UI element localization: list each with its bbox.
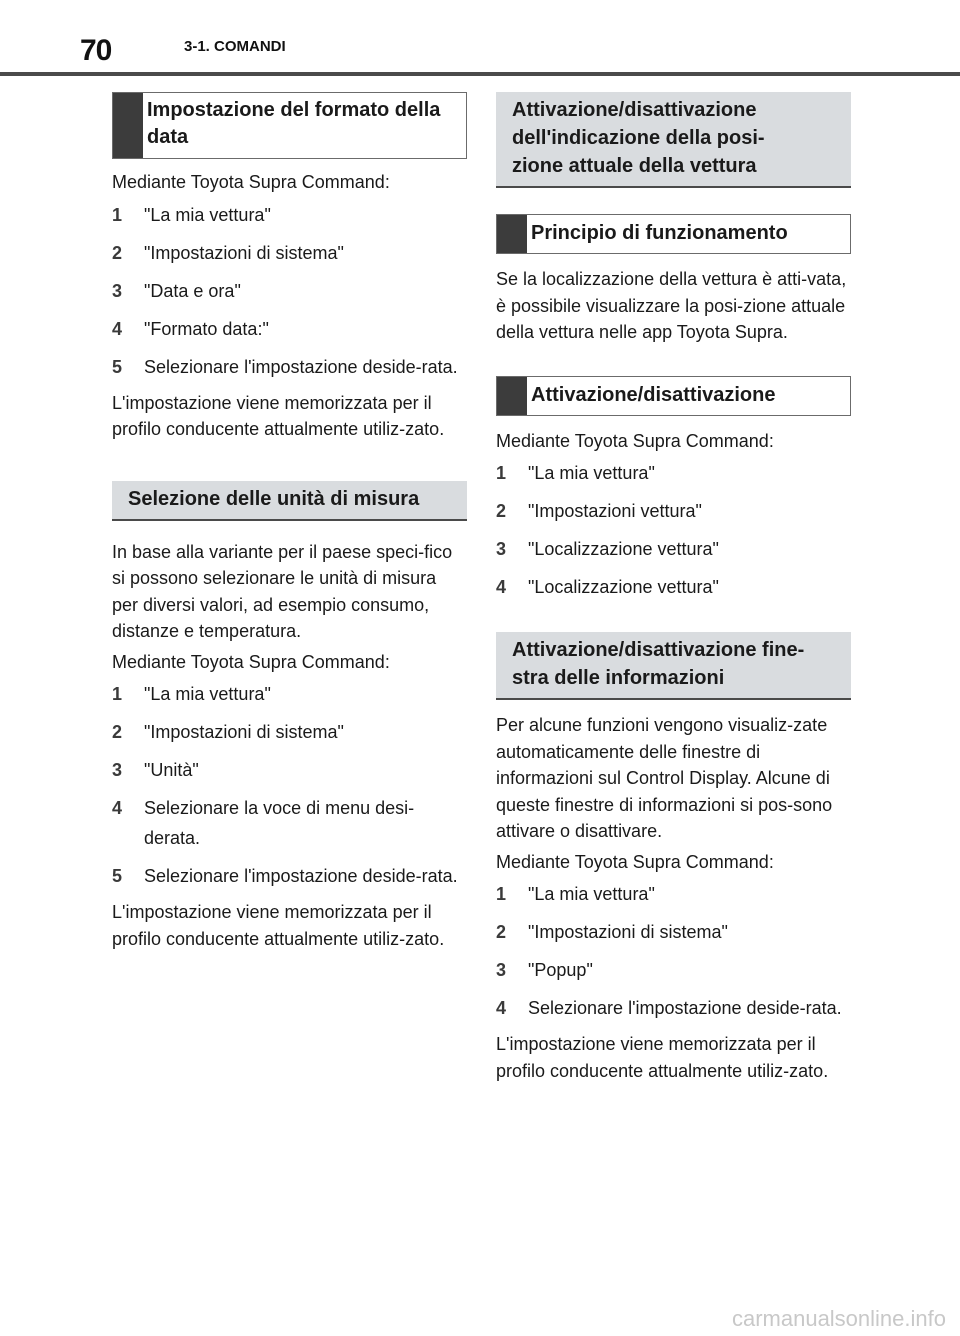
steps-list [496,879,851,1023]
heading-text: Principio di funzionamento [531,222,788,244]
step-text: Selezionare l'impostazione deside-rata. [144,866,458,886]
heading-bar [113,93,143,158]
outro-text: L'impostazione viene memorizzata per il profilo conducente attualmente utiliz-zato. [496,1034,829,1081]
step-text: Selezionare la voce di menu desi-derata. [144,798,415,848]
step-number: 4 [496,577,507,597]
list-item [112,717,467,747]
step-text: "La mia vettura" [144,684,271,704]
list-item [496,496,851,526]
heading-text: Attivazione/disattivazione dell'indicazione della posi-zione attuale della vettura [512,99,765,177]
step-number: 5 [112,356,123,377]
steps-list [496,458,851,602]
step-number: 3 [496,539,507,559]
list-item [496,534,851,564]
step-number: 4 [112,318,123,339]
list-item [112,314,467,344]
watermark: carmanualsonline.info [731,1306,946,1331]
step-number: 1 [112,684,123,704]
step-text: "Impostazioni di sistema" [528,922,728,942]
section-heading-units [112,481,467,521]
list-item [112,861,467,891]
steps-list [112,200,467,382]
step-text: "La mia vettura" [528,884,655,904]
heading-text: Selezione delle unità di misura [128,487,420,510]
step-number: 3 [112,760,123,780]
step-text: Selezionare l'impostazione deside-rata. [528,998,842,1018]
step-number: 3 [112,280,123,301]
step-text: "La mia vettura" [144,204,271,225]
page-header [0,0,960,78]
list-item [112,755,467,785]
list-item [496,572,851,602]
step-number: 2 [112,722,123,742]
step-number: 1 [496,463,507,483]
list-item [496,955,851,985]
heading-bar [497,377,527,415]
list-item [496,917,851,947]
intro-text: Mediante Toyota Supra Command: [112,172,390,192]
section-heading-date-format [112,92,467,159]
section-title: 3-1. COMANDI [184,38,286,55]
section-heading-location [496,92,851,188]
step-text: "Localizzazione vettura" [528,577,719,597]
heading-text: Attivazione/disattivazione fine-stra delle informazioni [512,639,805,689]
step-number: 4 [112,798,123,818]
outro-text: L'impostazione viene memorizzata per il profilo conducente attualmente utiliz-zato. [112,902,445,949]
list-item [496,458,851,488]
heading-text: Attivazione/disattivazione [531,383,776,406]
paragraph: In base alla variante per il paese speci-fico si possono selezionare le unità di misura per diversi valori, ad esempio consumo, distanze e temperatura. [112,541,453,641]
intro-text: Mediante Toyota Supra Command: [496,851,774,872]
right-column [496,92,851,1084]
step-number: 5 [112,866,123,886]
page-number: 70 [80,34,112,67]
step-number: 4 [496,998,507,1018]
section-heading-activation [496,376,851,416]
paragraph: Se la localizzazione della vettura è atti-vata, è possibile visualizzare la posi-zione attuale della vettura nelle app Toyota Supra. [496,269,847,342]
intro-text: Mediante Toyota Supra Command: [112,651,390,672]
list-item [112,276,467,306]
intro-text: Mediante Toyota Supra Command: [496,430,774,451]
step-number: 1 [496,884,507,904]
step-text: "Impostazioni di sistema" [144,242,344,263]
list-item [112,352,467,382]
step-text: "Localizzazione vettura" [528,539,719,559]
step-number: 2 [496,501,507,521]
step-text: "Impostazioni di sistema" [144,722,344,742]
section-heading-principle [496,214,851,254]
header-divider [0,72,960,76]
step-text: "Impostazioni vettura" [528,501,702,521]
list-item [112,793,467,853]
list-item [496,993,851,1023]
list-item [112,238,467,268]
section-heading-info-window [496,632,851,700]
step-text: "Formato data:" [144,318,269,339]
step-text: "La mia vettura" [528,463,655,483]
list-item [112,679,467,709]
step-number: 1 [112,204,123,225]
heading-bar [497,215,527,253]
step-text: "Unità" [144,760,199,780]
step-number: 2 [112,242,123,263]
heading-text: Impostazione del formato della data [147,99,441,148]
outro-text: L'impostazione viene memorizzata per il profilo conducente attualmente utiliz-zato. [112,392,445,439]
paragraph: Per alcune funzioni vengono visualiz-zate automaticamente delle finestre di informazioni sul Control Display. Alcune di queste finestre di informazioni si pos-sono attivare o disattivare. [496,715,833,841]
step-text: "Popup" [528,960,593,980]
step-number: 3 [496,960,507,980]
list-item [496,879,851,909]
left-column [112,92,467,952]
steps-list [112,679,467,891]
step-text: "Data e ora" [144,280,241,301]
step-number: 2 [496,922,507,942]
step-text: Selezionare l'impostazione deside-rata. [144,356,458,377]
list-item [112,200,467,230]
